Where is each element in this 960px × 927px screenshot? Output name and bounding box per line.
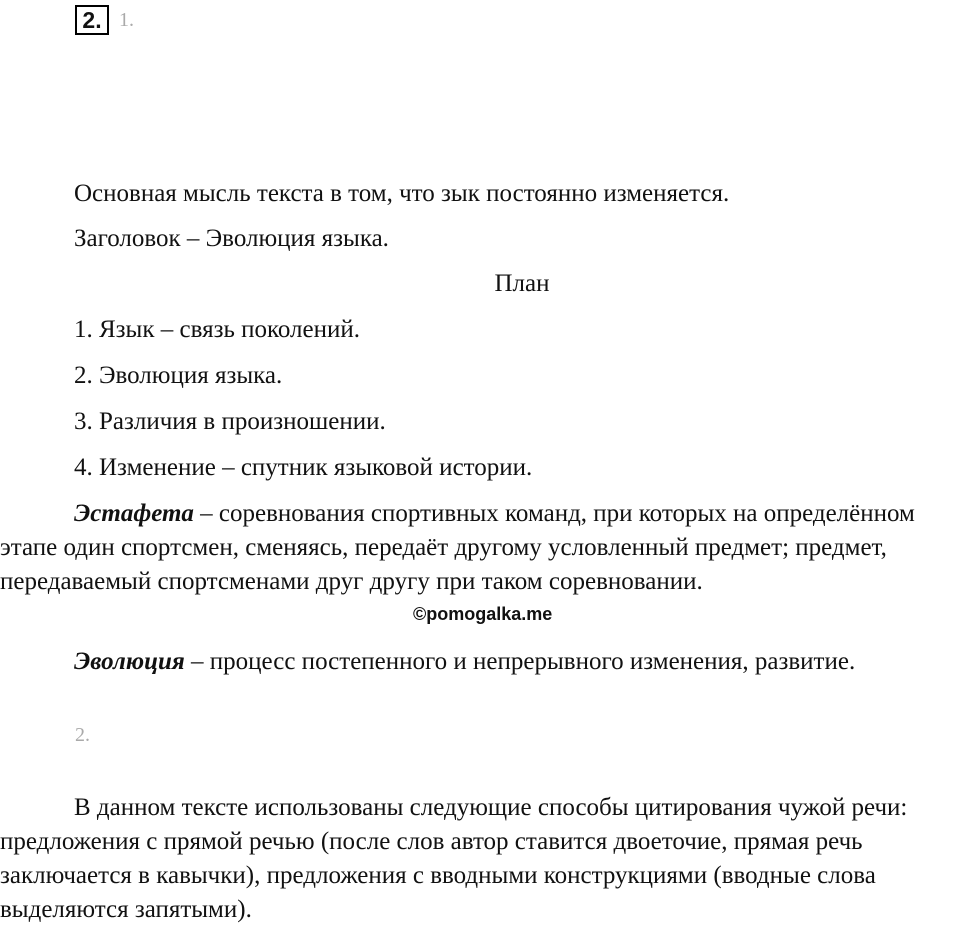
definition-text: – процесс постепенного и непрерывного изменения, развитие. <box>184 648 856 675</box>
plan-item: 2. Эволюция языка. <box>74 362 283 389</box>
definition-estafeta <box>0 497 960 599</box>
watermark: ©pomogalka.me <box>413 604 553 624</box>
plan-item: 1. Язык – связь поколений. <box>74 316 360 343</box>
main-idea-text: Основная мысль текста в том, что зык постоянно изменяется. <box>74 180 730 207</box>
subtask-number-2: 2. <box>75 724 90 746</box>
definition-evolution <box>0 645 960 679</box>
heading-text: Заголовок – Эволюция языка. <box>74 225 389 252</box>
definition-text: – соревнования спортивных команд, при которых на определённом этапе один спортсмен, сменяясь, передаёт другому условленный предмет; предмет, передаваемый спортсменами друг другу при таком соревновании. <box>0 500 915 595</box>
definition-term: Эволюция <box>74 648 185 675</box>
citation-paragraph: В данном тексте использованы следующие способы цитирования чужой речи: предложения с прямой речью (после слов автор ставится двоеточие, прямая речь заключается в кавычки), предложения с вводными конструкциями (вводные слова выделяются запятыми). <box>0 794 908 923</box>
plan-item: 4. Изменение – спутник языковой истории. <box>74 454 533 481</box>
plan-item: 3. Различия в произношении. <box>74 408 386 435</box>
task-number-badge: 2. <box>75 5 109 35</box>
subtask-number-1: 1. <box>119 9 134 31</box>
definition-term: Эстафета <box>74 500 194 527</box>
plan-title: План <box>494 270 550 297</box>
